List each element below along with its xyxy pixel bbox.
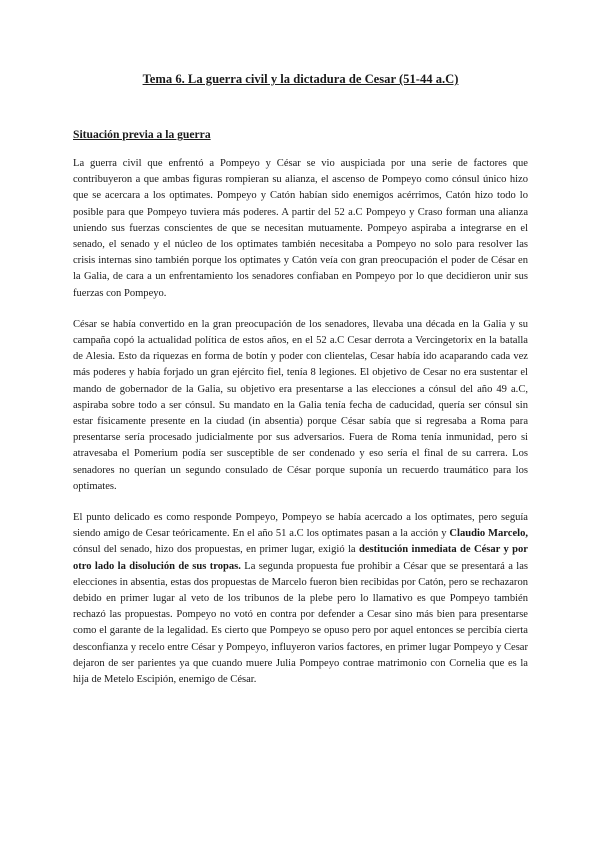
document-page	[73, 70, 528, 703]
paragraph-3-text-c: La segunda propuesta fue prohibir a César que se presentará a las elecciones in absentia, estas dos propuestas de Marcelo fueron bien recibidas por Catón, pero se rechazaron debido en primer lugar al veto de los tribunos de la plebe pero lo llamativo es que Pompeyo también rechazó las propuestas. Pompeyo no votó en contra por defender a Cesar sino más bien para presentarse como el garante de la legalidad. Es cierto que Pompeyo se opuso pero por aquel entonces se percibía cierta desconfianza y recelo entre César y Pompeyo, influyeron varios factores, en primer lugar Pompeyo y Cesar dejaron de ser parientes ya que cuando muere Julia Pompeyo contrae matrimonio con Cornelia que es la hija de Metelo Escipión, enemigo de César.	[73, 560, 528, 686]
paragraph-3-text-a: El punto delicado es como responde Pompeyo, Pompeyo se había acercado a los optimates, pero seguía siendo amigo de Cesar teóricamente. En el año 51 a.C los optimates pasan a la acción y	[73, 512, 528, 540]
section-heading: Situación previa a la guerra	[73, 128, 211, 141]
paragraph-2: César se había convertido en la gran preocupación de los senadores, llevaba una década en la Galia y su campaña copó la actualidad política de estos años, en el 52 a.C Cesar derrota a Vercingetorix en la batalla de Alesia. Esto da riquezas en forma de botín y poder con clientelas, Cesar había ido acaparando cada vez más poderes y había forjado un gran ejército fiel, tenía 8 legiones. El objetivo de Cesar no era sustentar el mando de gobernador de la Galia, su objetivo era presentarse a las elecciones a cónsul del año 49 a.C, aspiraba sobre todo a ser cónsul. Su mandato en la Galia tenía fecha de caducidad, quería ser cónsul sin estar físicamente presente en la ciudad (in absentia) porque César sabía que si regresaba a Roma para presentarse sería procesado judicialmente por sus adversarios. Fuera de Roma tenía inmunidad, pero si atravesaba el Pomerium podía ser susceptible de ser condenado y eso sería el final de su carrera. Los senadores no querían un segundo consulado de César porque suponía un recuerdo traumático para los optimates.	[73, 318, 528, 492]
bold-destitucion: destitución inmediata de César y por otro lado la disolución de sus tropas.	[73, 544, 528, 572]
bold-claudio-marcelo: Claudio Marcelo,	[449, 528, 528, 540]
paragraph-3-text-b: cónsul del senado, hizo dos propuestas, en primer lugar, exigió la	[73, 544, 359, 556]
paragraph-1: La guerra civil que enfrentó a Pompeyo y César se vio auspiciada por una serie de factores que contribuyeron a que ambas figuras rompieran su alianza, el ascenso de Pompeyo como cónsul único hizo que se acercara a los optimates. Pompeyo y Catón habían sido enemigos acérrimos, Catón hizo todo lo posible para que Pompeyo tuviera más poderes. A partir del 52 a.C Pompeyo y Craso forman una alianza uniendo sus fuerzas conscientes de que se necesitan mutuamente. Pompeyo aspiraba a integrarse en el senado, el senado y el núcleo de los optimates también necesitaba a Pompeyo no solo para resolver las crisis internas sino también porque los optimates y Catón veía con gran preocupación el poder de César en la Galia, de cara a un enfrentamiento los senadores confiaban en Pompeyo por lo que decidieron unir sus fuerzas con Pompeyo.	[73, 158, 528, 299]
document-title: Tema 6. La guerra civil y la dictadura de Cesar (51-44 a.C)	[142, 72, 459, 86]
paragraph-3	[73, 510, 528, 688]
